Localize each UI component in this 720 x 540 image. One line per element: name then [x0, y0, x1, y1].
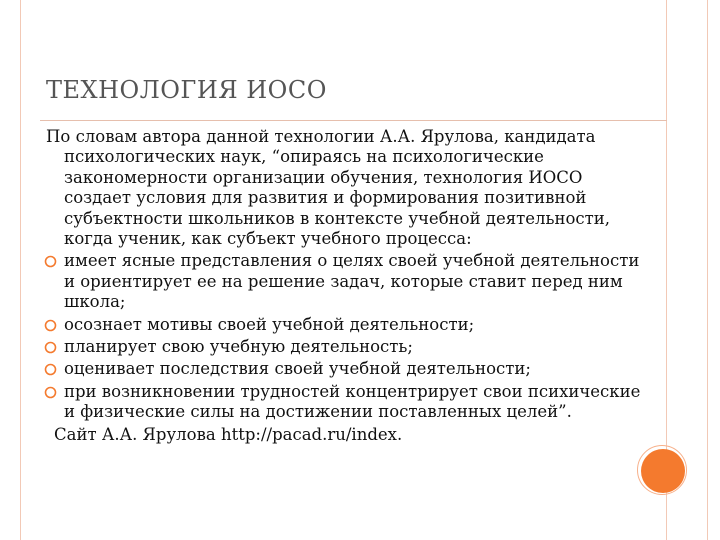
list-item	[46, 382, 646, 423]
source-citation: Сайт А.А. Ярулова http://pacad.ru/index.	[54, 424, 403, 444]
list-item	[46, 359, 646, 379]
list-item	[46, 251, 646, 312]
slide-title: ТЕХНОЛОГИЯ ИОСО	[46, 76, 327, 104]
list-item-text: осознает мотивы своей учебной деятельности;	[64, 314, 475, 334]
list-item-text: при возникновении трудностей концентрирует свои психические и физические силы на достижении поставленных целей”.	[64, 381, 641, 422]
circle-bullet-icon	[44, 319, 57, 332]
decorative-orange-circle	[641, 449, 685, 493]
circle-bullet-icon	[44, 363, 57, 376]
slide-content	[46, 127, 646, 445]
list-item-text: планирует свою учебную деятельность;	[64, 337, 413, 357]
intro-paragraph: По словам автора данной технологии А.А. Ярулова, кандидата психологических наук, “опираясь на психологические закономерности организации обучения, технология ИОСО создает условия для развития и формирования позитивной субъектности школьников в контексте учебной деятельности, когда ученик, как субъект учебного процесса:	[46, 127, 611, 249]
list-item-text: оценивает последствия своей учебной деятельности;	[64, 359, 531, 379]
list-item	[46, 337, 646, 357]
circle-bullet-icon	[44, 255, 57, 268]
circle-bullet-icon	[44, 386, 57, 399]
circle-bullet-icon	[44, 341, 57, 354]
list-item-text: имеет ясные представления о целях своей учебной деятельности и ориентирует ее на решение задач, которые ставит перед ним школа;	[64, 251, 640, 312]
title-divider	[40, 120, 667, 121]
list-item	[46, 315, 646, 335]
bullet-list	[46, 251, 646, 422]
